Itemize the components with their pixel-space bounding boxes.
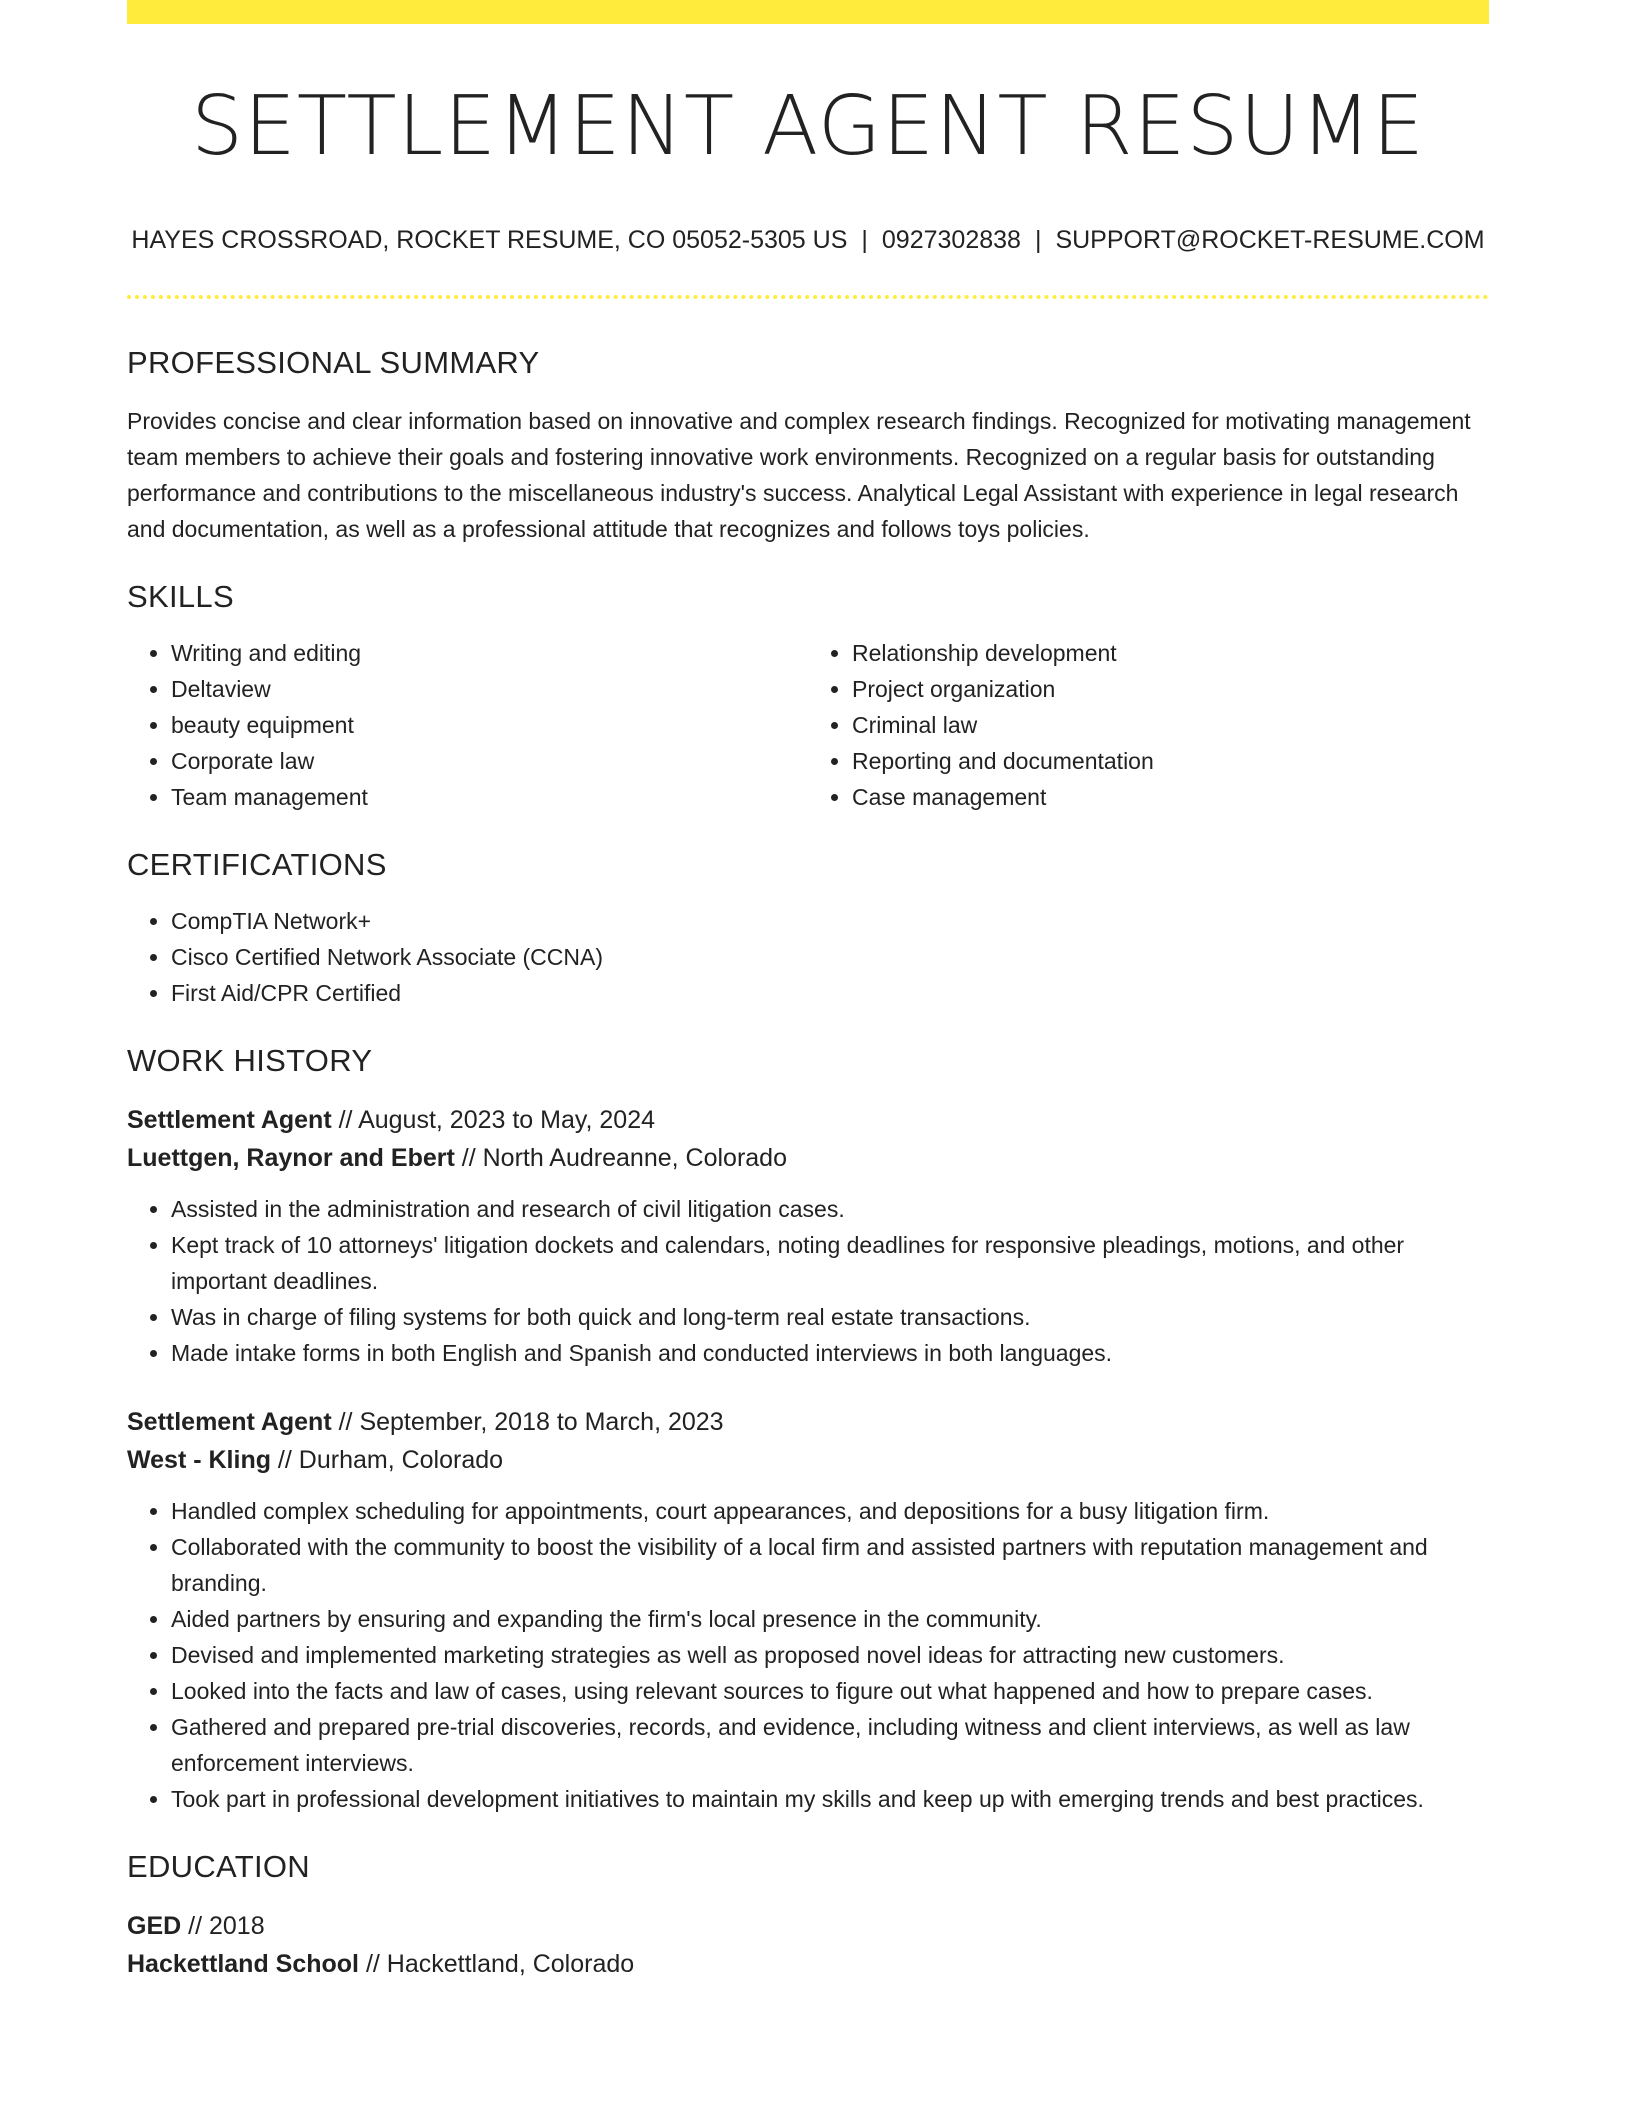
job-bullets [127,1493,1489,1817]
job-dates: August, 2023 to May, 2024 [358,1106,656,1135]
work-history-section [127,1043,1489,1817]
certifications-heading: CERTIFICATIONS [127,847,387,883]
education-heading: EDUCATION [127,1849,310,1885]
job-company: West - Kling [127,1446,271,1475]
education-entry [127,1907,1489,1983]
job-bullet: • Handled complex scheduling for appointments, court appearances, and depositions for a busy litigation firm. [171,1493,1489,1529]
certification-item: • CompTIA Network+ [171,903,1489,939]
job-bullet: • Gathered and prepared pre-trial discoveries, records, and evidence, including witness and client interviews, as well as law enforcement interviews. [171,1709,1489,1781]
education-school: Hackettland School [127,1950,359,1979]
job-separator: // [331,1106,359,1135]
skill-item: • Team management [171,779,808,815]
job-separator: // [331,1408,360,1437]
job-bullets [127,1191,1489,1371]
skill-item: • Writing and editing [171,635,808,671]
dotted-divider [127,295,1489,299]
certifications-section [127,847,1489,1011]
skill-item: • Deltaview [171,671,808,707]
job-company-line [127,1441,1489,1479]
summary-heading: PROFESSIONAL SUMMARY [127,345,540,381]
contact-phone[interactable]: 0927302838 [881,226,1021,255]
education-location: Hackettland, Colorado [386,1950,635,1979]
job-entry [127,1403,1489,1817]
contact-address: HAYES CROSSROAD, ROCKET RESUME, CO 05052-5305 US [131,226,848,255]
job-bullet: • Kept track of 10 attorneys' litigation dockets and calendars, noting deadlines for responsive pleadings, motions, and other important deadlines. [171,1227,1489,1299]
summary-text: Provides concise and clear information based on innovative and complex research findings. Recognized for motivating management team members to achieve their goals and fostering innovative work environments. Recognized on a regular basis for outstanding performance and contributions to the miscellaneous industry's success. Analytical Legal Assistant with experience in legal research and documentation, as well as a professional attitude that recognizes and follows toys policies. [127,408,1471,543]
contact-separator: | [1034,226,1042,255]
skill-item: • Project organization [852,671,1489,707]
job-location: Durham, Colorado [298,1446,504,1475]
education-section [127,1849,1489,1983]
skills-section [127,579,1489,815]
job-bullet: • Looked into the facts and law of cases, using relevant sources to figure out what happened and how to prepare cases. [171,1673,1489,1709]
skills-heading: SKILLS [127,579,234,615]
job-dates: September, 2018 to March, 2023 [359,1408,724,1437]
resume-page [127,0,1489,1983]
job-title: Settlement Agent [127,1106,332,1135]
job-bullet: • Collaborated with the community to boost the visibility of a local firm and assisted partners with reputation management and branding. [171,1529,1489,1601]
job-bullet: • Took part in professional development initiatives to maintain my skills and keep up with emerging trends and best practices. [171,1781,1489,1817]
skill-item: • Reporting and documentation [852,743,1489,779]
skill-item: • Relationship development [852,635,1489,671]
education-separator: // [359,1950,387,1979]
education-school-line [127,1945,1489,1983]
skill-item: • beauty equipment [171,707,808,743]
job-entry [127,1101,1489,1371]
job-company: Luettgen, Raynor and Ebert [127,1144,455,1173]
job-title-line [127,1403,1489,1441]
certifications-list [127,903,1489,1011]
certification-item: • Cisco Certified Network Associate (CCNA) [171,939,1489,975]
job-title-line [127,1101,1489,1139]
skill-item: • Criminal law [852,707,1489,743]
work-history-heading: WORK HISTORY [127,1043,373,1079]
job-separator: // [454,1144,483,1173]
education-year: 2018 [208,1912,265,1941]
job-bullet: • Was in charge of filing systems for both quick and long-term real estate transactions. [171,1299,1489,1335]
skill-item: • Corporate law [171,743,808,779]
job-location: North Audreanne, Colorado [482,1144,787,1173]
skills-list-right [808,635,1489,815]
job-bullet: • Made intake forms in both English and Spanish and conducted interviews in both languages. [171,1335,1489,1371]
skill-item: • Case management [852,779,1489,815]
education-separator: // [181,1912,209,1941]
certification-item: • First Aid/CPR Certified [171,975,1489,1011]
summary-section [127,345,1489,547]
job-separator: // [270,1446,299,1475]
skills-list-left [127,635,808,815]
contact-line [127,226,1489,255]
education-degree: GED [127,1912,182,1941]
job-company-line [127,1139,1489,1177]
contact-separator: | [861,226,868,255]
job-bullet: • Assisted in the administration and research of civil litigation cases. [171,1191,1489,1227]
job-bullet: • Devised and implemented marketing strategies as well as proposed novel ideas for attracting new customers. [171,1637,1489,1673]
job-title: Settlement Agent [127,1408,332,1437]
contact-email[interactable]: SUPPORT@ROCKET-RESUME.COM [1055,226,1485,255]
top-accent-bar [127,0,1489,24]
education-degree-line [127,1907,1489,1945]
skills-grid [127,635,1489,815]
resume-title: SETTLEMENT AGENT RESUME [190,79,1426,174]
job-bullet: • Aided partners by ensuring and expanding the firm's local presence in the community. [171,1601,1489,1637]
